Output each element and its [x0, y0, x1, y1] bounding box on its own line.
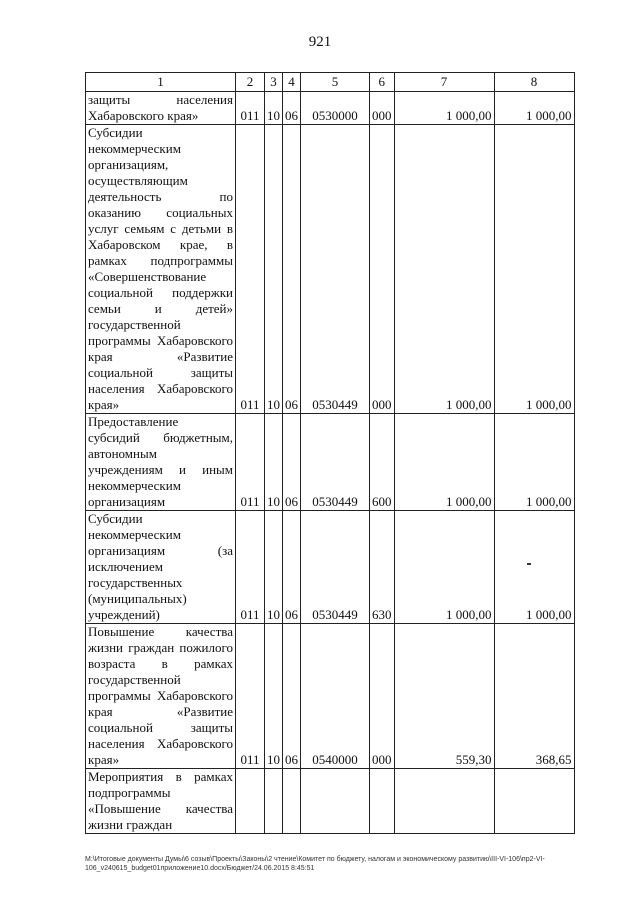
cell-expense-type [370, 769, 395, 834]
cell-amount-8: 368,65 [494, 624, 574, 769]
row-name: Субсидии некоммерческим организациям, осуществляющим деятельность по оказанию социальных услуг семьям с детьми в Хабаровском крае, в рамках подпрограммы «Совершенствование социальной поддержки семьи и детей» государственной программы Хабаровского края «Развитие социальной защиты населения Хабаровского края» [86, 125, 236, 414]
cell-amount-7: 1 000,00 [394, 511, 494, 624]
cell-subsection: 06 [283, 92, 301, 125]
column-header: 3 [265, 73, 283, 92]
column-header: 6 [370, 73, 395, 92]
cell-target-article: 0530449 [301, 511, 370, 624]
cell-amount-8: 1 000,00 [494, 414, 574, 511]
cell-section: 10 [265, 511, 283, 624]
cell-ministry-code: 011 [236, 92, 265, 125]
cell-subsection: 06 [283, 624, 301, 769]
cell-amount-7: 1 000,00 [394, 125, 494, 414]
row-name: Повышение качества жизни граждан пожилого возраста в рамках государственной программы Хабаровского края «Развитие социальной защиты населения Хабаровского края» [86, 624, 236, 769]
cell-amount-8: 1 000,00 [494, 511, 574, 624]
cell-expense-type: 000 [370, 125, 395, 414]
budget-table [85, 72, 575, 834]
column-header: 7 [394, 73, 494, 92]
cell-expense-type: 630 [370, 511, 395, 624]
row-name: Предоставление субсидий бюджетным, автономным учреждениям и иным некоммерческим организациям [86, 414, 236, 511]
table-row [86, 92, 575, 125]
cell-section: 10 [265, 92, 283, 125]
cell-amount-7: 1 000,00 [394, 414, 494, 511]
table-row [86, 511, 575, 624]
cell-target-article: 0530000 [301, 92, 370, 125]
cell-expense-type: 000 [370, 92, 395, 125]
row-name: защиты населения Хабаровского края» [86, 92, 236, 125]
column-header: 8 [494, 73, 574, 92]
cell-amount-7: 559,30 [394, 624, 494, 769]
cell-subsection: 06 [283, 414, 301, 511]
table-header-row [86, 73, 575, 92]
cell-amount-8: 1 000,00 [494, 92, 574, 125]
cell-section: 10 [265, 125, 283, 414]
row-name: Мероприятия в рамках подпрограммы «Повышение качества жизни граждан [86, 769, 236, 834]
cell-section: 10 [265, 414, 283, 511]
cell-target-article [301, 769, 370, 834]
cell-section: 10 [265, 624, 283, 769]
file-path-footer: M:\Итоговые документы Думы\6 созыв\Проекты\Законы\2 чтение\Комитет по бюджету, налогам и экономическому развитию\III-VI-106\пр2-VI-106_v240615_budget01приложение10.docx/Бюджет/24.06.2015 8:45:51 [85, 856, 545, 872]
cell-ministry-code: 011 [236, 125, 265, 414]
cell-ministry-code: 011 [236, 414, 265, 511]
table-row [86, 414, 575, 511]
table-row [86, 125, 575, 414]
cell-target-article: 0530449 [301, 414, 370, 511]
cell-expense-type: 000 [370, 624, 395, 769]
page-number: 921 [308, 34, 332, 50]
cell-amount-7: 1 000,00 [394, 92, 494, 125]
cell-amount-7 [394, 769, 494, 834]
cell-subsection: 06 [283, 125, 301, 414]
cell-subsection: 06 [283, 511, 301, 624]
cell-ministry-code [236, 769, 265, 834]
cell-amount-8 [494, 769, 574, 834]
cell-target-article: 0540000 [301, 624, 370, 769]
row-name: Субсидии некоммерческим организациям (за исключением государственных (муниципальных) учреждений) [86, 511, 236, 624]
cell-ministry-code: 011 [236, 624, 265, 769]
column-header: 5 [301, 73, 370, 92]
column-header: 2 [236, 73, 265, 92]
cell-section [265, 769, 283, 834]
cell-expense-type: 600 [370, 414, 395, 511]
cell-target-article: 0530449 [301, 125, 370, 414]
cell-subsection [283, 769, 301, 834]
column-header: 4 [283, 73, 301, 92]
table-row [86, 769, 575, 834]
scan-mark [527, 563, 531, 565]
cell-amount-8: 1 000,00 [494, 125, 574, 414]
cell-ministry-code: 011 [236, 511, 265, 624]
column-header: 1 [86, 73, 236, 92]
table-row [86, 624, 575, 769]
